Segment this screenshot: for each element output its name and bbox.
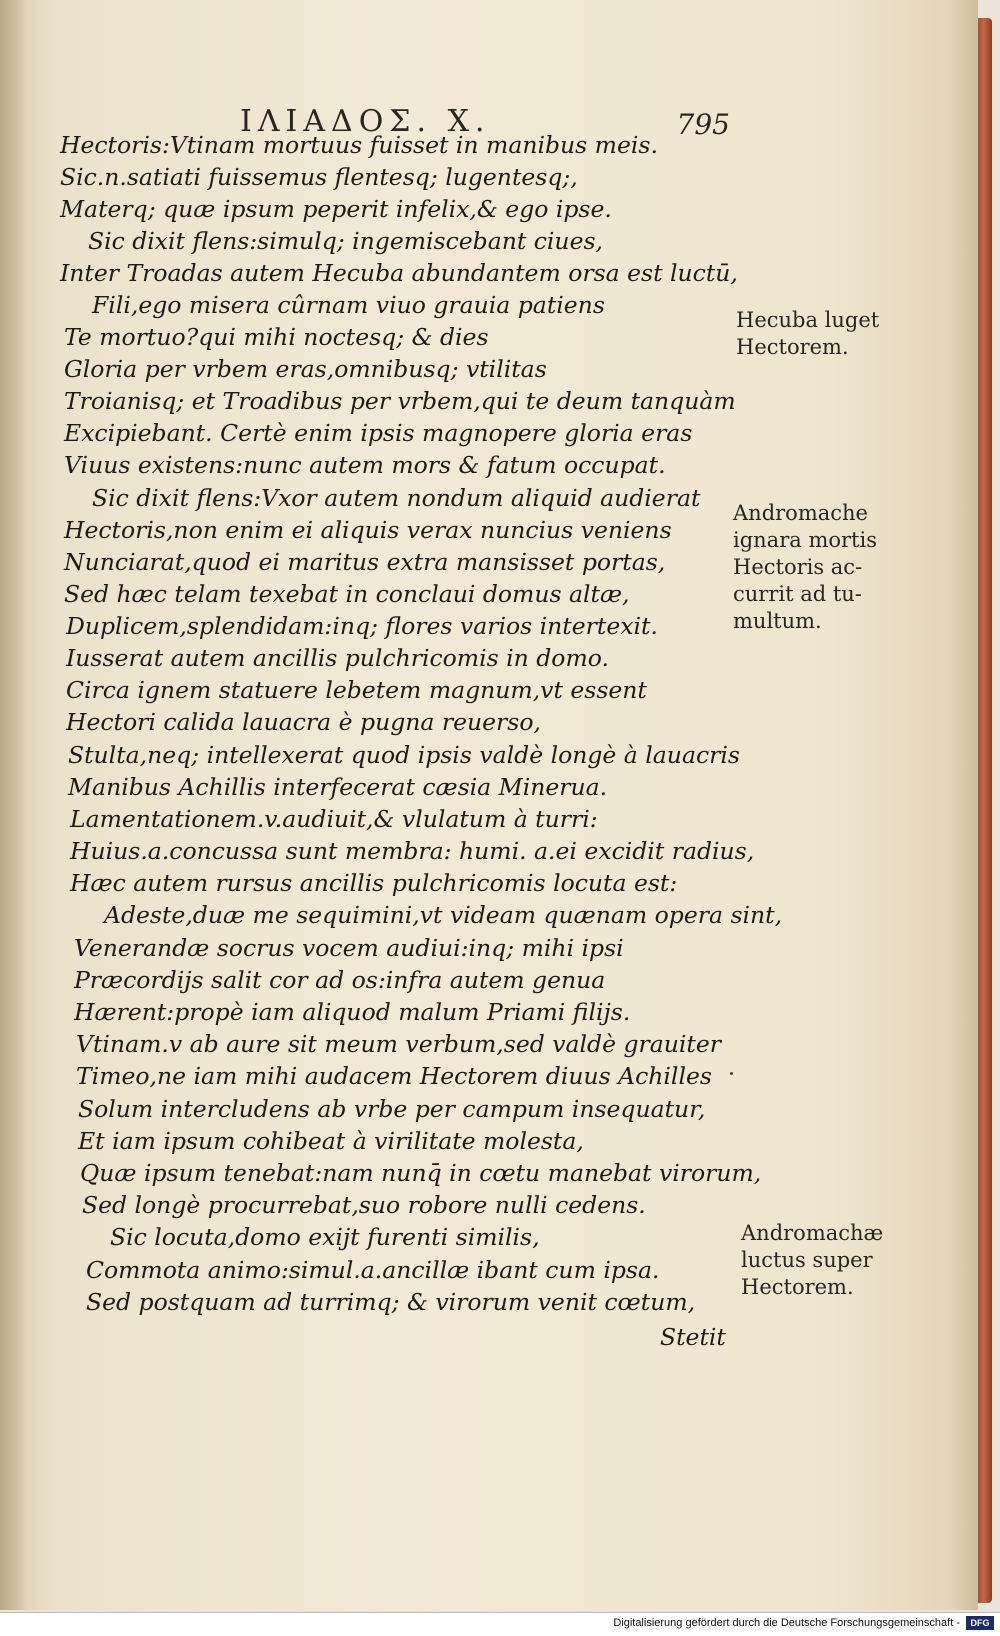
- margin-note-line: Hectorem.: [736, 335, 849, 359]
- verse-line: Timeo,ne iam mihi audacem Hectorem diuus Achilles: [76, 1062, 712, 1090]
- verse-line: Troianisq; et Troadibus per vrbem,qui te deum tanquàm: [64, 387, 736, 415]
- verse-line: Hectori calida lauacra è pugna reuerso,: [66, 708, 541, 736]
- verse-line: Adeste,duæ me sequimini,vt videam quænam opera sint,: [104, 901, 783, 929]
- margin-note-hecuba: [736, 307, 879, 361]
- page-edge: [978, 18, 992, 1603]
- margin-note-line: Hectorem.: [741, 1275, 854, 1299]
- verse-line: Hectoris:Vtinam mortuus fuisset in manibus meis.: [60, 131, 658, 159]
- verse-line: Hærent:propè iam aliquod malum Priami filijs.: [74, 998, 631, 1026]
- verse-line: Duplicem,splendidam:inq; flores varios intertexit.: [66, 612, 658, 640]
- verse-line: Excipiebant. Certè enim ipsis magnopere gloria eras: [64, 419, 693, 447]
- ink-speck: [730, 1072, 733, 1075]
- verse-line: Quæ ipsum tenebat:nam nunq̄ in cœtu manebat virorum,: [80, 1159, 762, 1187]
- verse-line: Sic locuta,domo exijt furenti similis,: [110, 1223, 540, 1251]
- margin-note-line: Andromachæ: [741, 1221, 884, 1245]
- verse-line: Sic dixit flens:simulq; ingemiscebant ciues,: [88, 227, 604, 255]
- verse-line: Solum intercludens ab vrbe per campum insequatur,: [78, 1095, 706, 1123]
- verse-line: Te mortuo?qui mihi noctesq; & dies: [64, 323, 489, 351]
- verse-line: Lamentationem.v.audiuit,& vlulatum à turri:: [70, 805, 598, 833]
- margin-note-andromache-luctus: [741, 1220, 883, 1301]
- verse-line: Inter Troadas autem Hecuba abundantem orsa est luctū,: [60, 259, 738, 287]
- margin-note-line: luctus super: [741, 1248, 873, 1272]
- verse-line: Stulta,neq; intellexerat quod ipsis valdè longè à lauacris: [68, 741, 740, 769]
- verse-line: Materq; quæ ipsum peperit infelix,& ego ipse.: [60, 195, 612, 223]
- margin-note-line: multum.: [733, 609, 822, 633]
- verse-line: Circa ignem statuere lebetem magnum,vt essent: [66, 676, 647, 704]
- verse-line: Sed postquam ad turrimq; & virorum venit cœtum,: [86, 1288, 696, 1316]
- verse-line: Gloria per vrbem eras,omnibusq; vtilitas: [64, 355, 547, 383]
- page-number: 795: [676, 108, 730, 141]
- margin-note-line: currit ad tu-: [733, 582, 862, 606]
- verse-line: Sed longè procurrebat,suo robore nulli cedens.: [82, 1191, 646, 1219]
- verse-line: Venerandæ socrus vocem audiui:inq; mihi ipsi: [74, 934, 624, 962]
- margin-note-line: Hectoris ac-: [733, 555, 863, 579]
- verse-line: Hæc autem rursus ancillis pulchricomis locuta est:: [70, 869, 678, 897]
- verse-line: Manibus Achillis interfecerat cæsia Minerua.: [68, 773, 608, 801]
- margin-note-andromache: [733, 500, 877, 635]
- verse-line: Commota animo:simul.a.ancillæ ibant cum ipsa.: [86, 1256, 660, 1284]
- verse-line: Hectoris,non enim ei aliquis verax nuncius veniens: [64, 516, 672, 544]
- verse-line: Fili,ego misera cûrnam viuo grauia patiens: [92, 291, 605, 319]
- verse-line: Præcordijs salit cor ad os:infra autem genua: [74, 966, 606, 994]
- verse-line: Sic.n.satiati fuissemus flentesq; lugentesq;,: [60, 163, 578, 191]
- verse-line: Sed hæc telam texebat in conclaui domus altæ,: [64, 580, 630, 608]
- catchword: Stetit: [660, 1323, 726, 1351]
- margin-note-line: Andromache: [733, 501, 868, 525]
- margin-note-line: Hecuba luget: [736, 308, 880, 332]
- verse-line: Huius.a.concussa sunt membra: humi. a.ei excidit radius,: [70, 837, 755, 865]
- digitization-footer: [0, 1612, 1000, 1636]
- verse-line: Et iam ipsum cohibeat à virilitate molesta,: [78, 1127, 584, 1155]
- verse-line: Viuus existens:nunc autem mors & fatum occupat.: [64, 451, 666, 479]
- verse-line: Vtinam.v ab aure sit meum verbum,sed valdè grauiter: [76, 1030, 721, 1058]
- margin-note-line: ignara mortis: [733, 528, 877, 552]
- funding-credit: Digitalisierung gefördert durch die Deutsche Forschungsgemeinschaft -: [613, 1617, 960, 1629]
- verse-line: Nunciarat,quod ei maritus extra mansisset portas,: [64, 548, 666, 576]
- running-title: ΙΛΙΑΔΟΣ. Χ.: [240, 104, 491, 139]
- verse-line: Iusserat autem ancillis pulchricomis in domo.: [66, 644, 609, 672]
- dfg-logo: DFG: [966, 1616, 994, 1630]
- verse-line: Sic dixit flens:Vxor autem nondum aliquid audierat: [92, 484, 701, 512]
